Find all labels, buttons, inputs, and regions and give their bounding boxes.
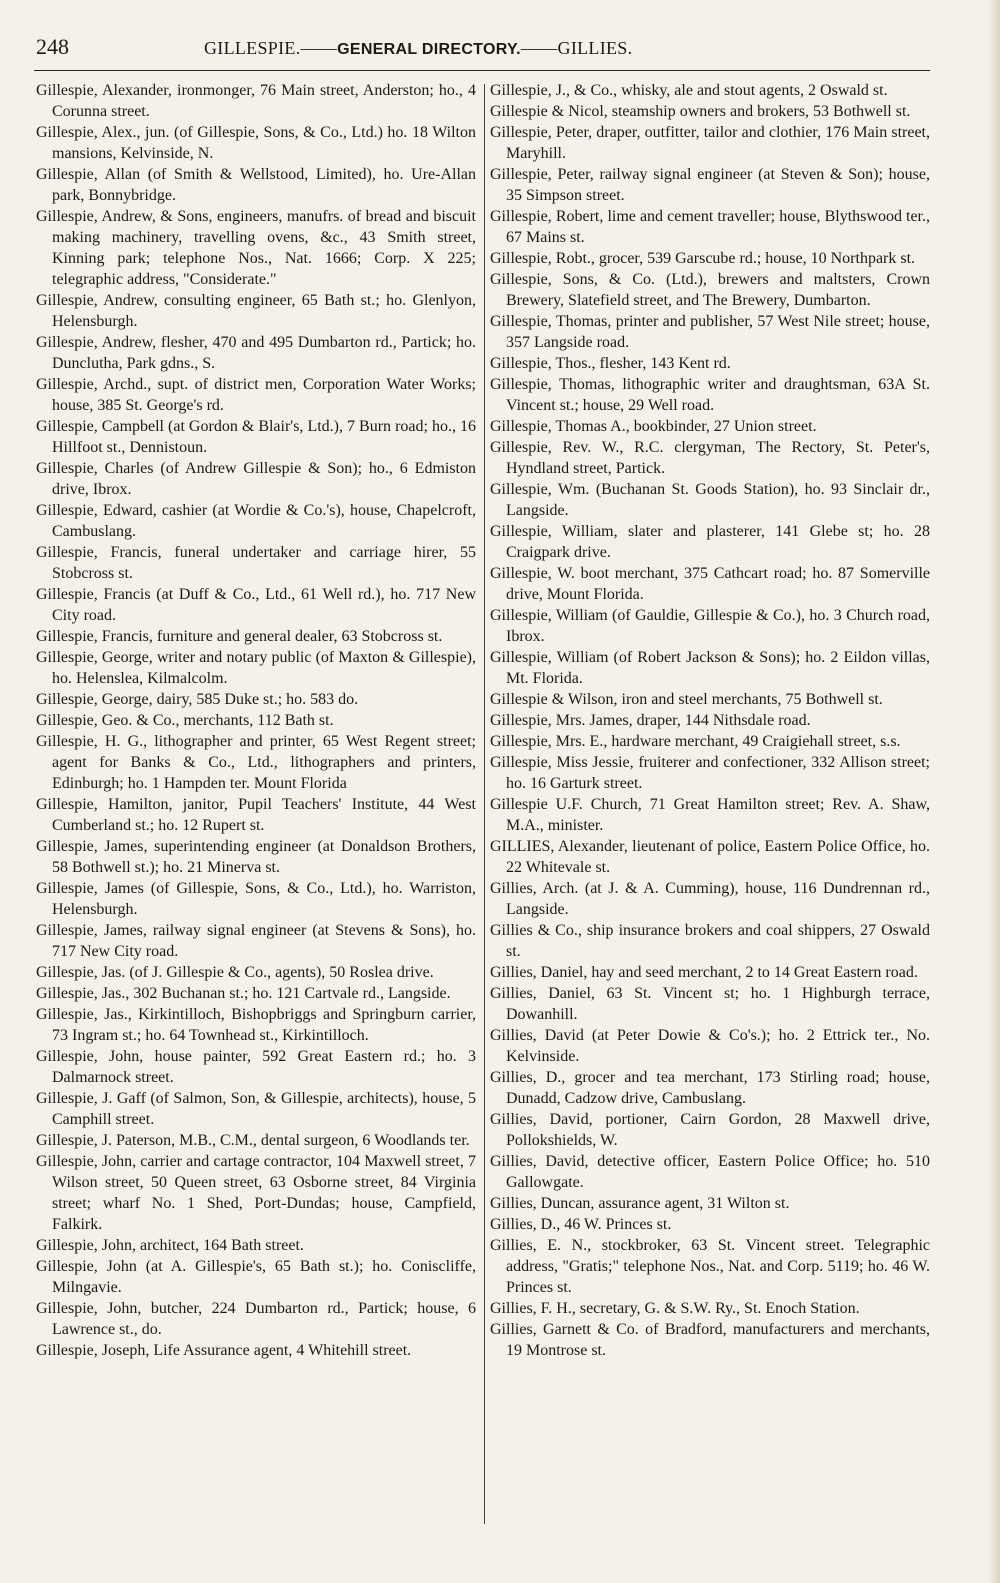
- directory-entry: Gillespie, Archd., supt. of district men, Corporation Water Works; house, 385 St. George's rd.: [36, 376, 476, 414]
- page-number: 248: [36, 34, 69, 59]
- directory-entry: Gillespie, Thomas, printer and publisher, 57 West Nile street; house, 357 Langside road.: [490, 313, 930, 351]
- directory-entry: Gillies & Co., ship insurance brokers and coal shippers, 27 Oswald st.: [490, 922, 930, 960]
- directory-entry: Gillespie, Wm. (Buchanan St. Goods Station), ho. 93 Sinclair dr., Langside.: [490, 481, 930, 519]
- directory-entry: Gillespie, Edward, cashier (at Wordie & Co.'s), house, Chapelcroft, Cambuslang.: [36, 502, 476, 540]
- directory-entry: Gillespie, Robert, lime and cement traveller; house, Blythswood ter., 67 Mains st.: [490, 208, 930, 246]
- directory-entry: Gillespie, William, slater and plasterer, 141 Glebe st; ho. 28 Craigpark drive.: [490, 523, 930, 561]
- right-column: [490, 80, 930, 1550]
- directory-entry: Gillespie, Charles (of Andrew Gillespie & Son); ho., 6 Edmiston drive, Ibrox.: [36, 460, 476, 498]
- directory-entry: Gillespie, J., & Co., whisky, ale and stout agents, 2 Oswald st.: [490, 82, 888, 99]
- directory-entry: Gillespie & Nicol, steamship owners and brokers, 53 Bothwell st.: [490, 103, 911, 120]
- column-divider: [484, 84, 485, 1524]
- directory-entry: Gillespie, H. G., lithographer and printer, 65 West Regent street; agent for Banks & Co., Ltd., lithographers and printers, Edinburgh; ho. 1 Hampden ter. Mount Florida: [36, 733, 476, 792]
- directory-entry: Gillespie, Campbell (at Gordon & Blair's, Ltd.), 7 Burn road; ho., 16 Hillfoot st., Dennistoun.: [36, 418, 476, 456]
- directory-entry: Gillies, Arch. (at J. & A. Cumming), house, 116 Dundrennan rd., Langside.: [490, 880, 930, 918]
- directory-entry: Gillespie, Andrew, & Sons, engineers, manufrs. of bread and biscuit making machinery, travelling ovens, &c., 43 Smith street, Kinning park; telephone Nos., Nat. 1666; Corp. X 225; telegraphic address, "Considerate.": [36, 208, 476, 288]
- directory-entry: Gillies, Daniel, 63 St. Vincent st; ho. 1 Highburgh terrace, Dowanhill.: [490, 985, 930, 1023]
- directory-entry: Gillespie, Francis (at Duff & Co., Ltd., 61 Well rd.), ho. 717 New City road.: [36, 586, 476, 624]
- directory-entry: Gillespie, Jas., 302 Buchanan st.; ho. 121 Cartvale rd., Langside.: [36, 985, 451, 1002]
- directory-entry: Gillespie, John, house painter, 592 Great Eastern rd.; ho. 3 Dalmarnock street.: [36, 1048, 476, 1086]
- directory-entry: Gillies, David, detective officer, Eastern Police Office; ho. 510 Gallowgate.: [490, 1153, 930, 1191]
- directory-entry: Gillespie, William (of Gauldie, Gillespie & Co.), ho. 3 Church road, Ibrox.: [490, 607, 930, 645]
- directory-entry: Gillespie, Miss Jessie, fruiterer and confectioner, 332 Allison street; ho. 16 Garturk street.: [490, 754, 930, 792]
- directory-entry: Gillespie, George, writer and notary public (of Maxton & Gillespie), ho. Helenslea, Kilmalcolm.: [36, 649, 476, 687]
- directory-entry: Gillies, D., 46 W. Princes st.: [490, 1216, 672, 1233]
- directory-entry: Gillespie, J. Paterson, M.B., C.M., dental surgeon, 6 Woodlands ter.: [36, 1132, 470, 1149]
- directory-entry: Gillespie, Peter, railway signal engineer (at Steven & Son); house, 35 Simpson street.: [490, 166, 930, 204]
- directory-entry: Gillespie & Wilson, iron and steel merchants, 75 Bothwell st.: [490, 691, 883, 708]
- directory-entry: Gillies, Duncan, assurance agent, 31 Wilton st.: [490, 1195, 790, 1212]
- left-column: [36, 80, 476, 1550]
- title-dash-2: ——: [520, 38, 558, 58]
- directory-entry: Gillies, Daniel, hay and seed merchant, 2 to 14 Great Eastern road.: [490, 964, 918, 981]
- running-title: [204, 38, 930, 59]
- title-dash-1: ——: [300, 38, 338, 58]
- directory-entry: Gillespie, Thos., flesher, 143 Kent rd.: [490, 355, 731, 372]
- directory-entry: Gillespie, John, architect, 164 Bath street.: [36, 1237, 304, 1254]
- directory-entry: Gillespie, Jas. (of J. Gillespie & Co., agents), 50 Roslea drive.: [36, 964, 434, 981]
- directory-entry: Gillespie, Francis, funeral undertaker and carriage hirer, 55 Stobcross st.: [36, 544, 476, 582]
- directory-entry: Gillespie, Geo. & Co., merchants, 112 Bath st.: [36, 712, 334, 729]
- directory-entry: Gillespie, Hamilton, janitor, Pupil Teachers' Institute, 44 West Cumberland st.; ho. 12 Rupert st.: [36, 796, 476, 834]
- directory-entry: Gillespie, Jas., Kirkintilloch, Bishopbriggs and Springburn carrier, 73 Ingram st.; ho. 64 Townhead st., Kirkintilloch.: [36, 1006, 476, 1044]
- directory-entry: Gillespie, William (of Robert Jackson & Sons); ho. 2 Eildon villas, Mt. Florida.: [490, 649, 930, 687]
- directory-entry: Gillies, E. N., stockbroker, 63 St. Vincent street. Telegraphic address, "Gratis;" telephone Nos., Nat. and Corp. 5119; ho. 46 W. Princes st.: [490, 1237, 930, 1296]
- directory-entry: Gillies, Garnett & Co. of Bradford, manufacturers and merchants, 19 Montrose st.: [490, 1321, 930, 1359]
- directory-entry: Gillespie, Rev. W., R.C. clergyman, The Rectory, St. Peter's, Hyndland street, Partick.: [490, 439, 930, 477]
- directory-entry: Gillespie, James, railway signal engineer (at Stevens & Sons), ho. 717 New City road.: [36, 922, 476, 960]
- directory-entry: Gillespie, Francis, furniture and general dealer, 63 Stobcross st.: [36, 628, 443, 645]
- directory-entry: Gillespie, Robt., grocer, 539 Garscube rd.; house, 10 Northpark st.: [490, 250, 916, 267]
- page-header: [34, 30, 930, 71]
- directory-entry: Gillespie, John, butcher, 224 Dumbarton rd., Partick; house, 6 Lawrence st., do.: [36, 1300, 476, 1338]
- directory-entry: Gillies, David, portioner, Cairn Gordon, 28 Maxwell drive, Pollokshields, W.: [490, 1111, 930, 1149]
- directory-entry: Gillespie, George, dairy, 585 Duke st.; ho. 583 do.: [36, 691, 359, 708]
- directory-entry: Gillespie, Thomas A., bookbinder, 27 Union street.: [490, 418, 817, 435]
- directory-entry: Gillespie, Alexander, ironmonger, 76 Main street, Anderston; ho., 4 Corunna street.: [36, 82, 476, 120]
- directory-entry: Gillespie, John, carrier and cartage contractor, 104 Maxwell street, 7 Wilson street, 50 Queen street, 63 Osborne street, 84 Virginia street; wharf No. 1 Shed, Port-Dundas; house, Campfield, Falkirk.: [36, 1153, 476, 1233]
- directory-entry: Gillies, David (at Peter Dowie & Co's.); ho. 2 Ettrick ter., No. Kelvinside.: [490, 1027, 930, 1065]
- directory-entry: Gillespie, W. boot merchant, 375 Cathcart road; ho. 87 Somerville drive, Mount Florida.: [490, 565, 930, 603]
- directory-entry: Gillespie, James, superintending engineer (at Donaldson Brothers, 58 Bothwell st.); ho. 21 Minerva st.: [36, 838, 476, 876]
- directory-entry: Gillespie, John (at A. Gillespie's, 65 Bath st.); ho. Coniscliffe, Milngavie.: [36, 1258, 476, 1296]
- directory-entry: Gillespie, Peter, draper, outfitter, tailor and clothier, 176 Main street, Maryhill.: [490, 124, 930, 162]
- directory-entry: Gillies, F. H., secretary, G. & S.W. Ry., St. Enoch Station.: [490, 1300, 860, 1317]
- directory-entry: Gillespie, Mrs. James, draper, 144 Nithsdale road.: [490, 712, 811, 729]
- title-right: GILLIES.: [557, 38, 633, 58]
- directory-entry: Gillies, D., grocer and tea merchant, 173 Stirling road; house, Dunadd, Cadzow drive, Cambuslang.: [490, 1069, 930, 1107]
- directory-entry: Gillespie, Thomas, lithographic writer and draughtsman, 63A St. Vincent st.; house, 29 Well road.: [490, 376, 930, 414]
- directory-entry: Gillespie, James (of Gillespie, Sons, & Co., Ltd.), ho. Warriston, Helensburgh.: [36, 880, 476, 918]
- directory-entry: Gillespie, J. Gaff (of Salmon, Son, & Gillespie, architects), house, 5 Camphill street.: [36, 1090, 476, 1128]
- directory-entry: Gillespie, Sons, & Co. (Ltd.), brewers and maltsters, Crown Brewery, Slatefield street, and The Brewery, Dumbarton.: [490, 271, 930, 309]
- page-edge: [988, 0, 1000, 1583]
- directory-entry: Gillespie, Alex., jun. (of Gillespie, Sons, & Co., Ltd.) ho. 18 Wilton mansions, Kelvinside, N.: [36, 124, 476, 162]
- directory-entry: Gillespie, Andrew, consulting engineer, 65 Bath st.; ho. Glenlyon, Helensburgh.: [36, 292, 476, 330]
- title-left: GILLESPIE.: [204, 38, 301, 58]
- directory-entry: Gillespie, Andrew, flesher, 470 and 495 Dumbarton rd., Partick; ho. Dunclutha, Park gdns., S.: [36, 334, 476, 372]
- directory-entry: Gillespie, Mrs. E., hardware merchant, 49 Craigiehall street, s.s.: [490, 733, 901, 750]
- directory-entry: Gillespie, Allan (of Smith & Wellstood, Limited), ho. Ure-Allan park, Bonnybridge.: [36, 166, 476, 204]
- directory-entry: Gillespie U.F. Church, 71 Great Hamilton street; Rev. A. Shaw, M.A., minister.: [490, 796, 930, 834]
- title-mid: GENERAL DIRECTORY.: [337, 41, 521, 58]
- directory-entry: GILLIES, Alexander, lieutenant of police, Eastern Police Office, ho. 22 Whitevale st.: [490, 838, 930, 876]
- directory-entry: Gillespie, Joseph, Life Assurance agent, 4 Whitehill street.: [36, 1342, 412, 1359]
